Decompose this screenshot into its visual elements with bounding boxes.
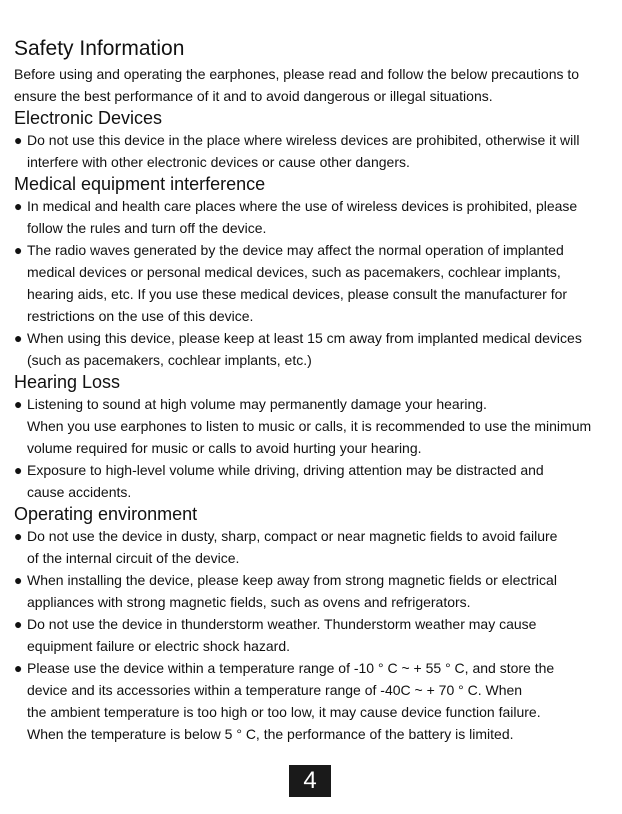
list-item-line: follow the rules and turn off the device. xyxy=(27,220,267,236)
section-heading: Medical equipment interference xyxy=(14,174,266,194)
list-item-line: Please use the device within a temperature range of -10 ° C ~ + 55 ° C, and store the xyxy=(27,660,555,676)
list-item xyxy=(14,195,618,239)
bullet-icon: ● xyxy=(14,616,23,632)
list-item xyxy=(14,569,618,613)
list-item-line: Exposure to high-level volume while driving, driving attention may be distracted and xyxy=(27,462,544,478)
bullet-icon: ● xyxy=(14,660,23,676)
bullet-list xyxy=(14,525,618,745)
intro-paragraph xyxy=(14,63,618,107)
list-item-line: Do not use the device in thunderstorm weather. Thunderstorm weather may cause xyxy=(27,616,537,632)
list-item xyxy=(14,327,618,371)
list-item-line: the ambient temperature is too high or too low, it may cause device function failure. xyxy=(27,704,541,720)
list-item-line: When the temperature is below 5 ° C, the performance of the battery is limited. xyxy=(27,726,514,742)
list-item xyxy=(14,459,618,503)
list-item-line: restrictions on the use of this device. xyxy=(27,308,254,324)
intro-line: ensure the best performance of it and to avoid dangerous or illegal situations. xyxy=(14,88,493,104)
list-item-line: Listening to sound at high volume may permanently damage your hearing. xyxy=(27,396,487,412)
sections-container xyxy=(14,107,618,745)
bullet-icon: ● xyxy=(14,528,23,544)
list-item-line: interfere with other electronic devices or cause other dangers. xyxy=(27,154,410,170)
page-number: 4 xyxy=(289,765,331,797)
list-item-line: When using this device, please keep at least 15 cm away from implanted medical devices xyxy=(27,330,582,346)
list-item-line: In medical and health care places where the use of wireless devices is prohibited, please xyxy=(27,198,578,214)
list-item-line: Do not use this device in the place where wireless devices are prohibited, otherwise it will xyxy=(27,132,580,148)
section-heading: Operating environment xyxy=(14,504,198,524)
document-page xyxy=(14,36,618,745)
list-item-line: hearing aids, etc. If you use these medical devices, please consult the manufacturer for xyxy=(27,286,568,302)
list-item xyxy=(14,393,618,459)
list-item xyxy=(14,613,618,657)
list-item-line: of the internal circuit of the device. xyxy=(27,550,240,566)
list-item-line: Do not use the device in dusty, sharp, compact or near magnetic fields to avoid failure xyxy=(27,528,558,544)
bullet-icon: ● xyxy=(14,572,23,588)
list-item-line: equipment failure or electric shock hazard. xyxy=(27,638,291,654)
list-item-line: cause accidents. xyxy=(27,484,132,500)
bullet-list xyxy=(14,195,618,371)
section-heading: Hearing Loss xyxy=(14,372,121,392)
list-item xyxy=(14,129,618,173)
intro-line: Before using and operating the earphones, please read and follow the below precautions to xyxy=(14,66,580,82)
page-title: Safety Information xyxy=(14,37,185,60)
bullet-icon: ● xyxy=(14,198,23,214)
list-item-line: device and its accessories within a temperature range of -40C ~ + 70 ° C. When xyxy=(27,682,523,698)
list-item xyxy=(14,239,618,327)
bullet-icon: ● xyxy=(14,132,23,148)
list-item xyxy=(14,525,618,569)
bullet-icon: ● xyxy=(14,396,23,412)
list-item-line: medical devices or personal medical devices, such as pacemakers, cochlear implants, xyxy=(27,264,561,280)
list-item-line: appliances with strong magnetic fields, such as ovens and refrigerators. xyxy=(27,594,471,610)
list-item-line: When you use earphones to listen to music or calls, it is recommended to use the minimum xyxy=(27,418,592,434)
bullet-icon: ● xyxy=(14,242,23,258)
bullet-list xyxy=(14,129,618,173)
list-item-line: The radio waves generated by the device may affect the normal operation of implanted xyxy=(27,242,564,258)
list-item xyxy=(14,657,618,745)
list-item-line: volume required for music or calls to avoid hurting your hearing. xyxy=(27,440,422,456)
section-heading: Electronic Devices xyxy=(14,108,163,128)
list-item-line: When installing the device, please keep away from strong magnetic fields or electrical xyxy=(27,572,557,588)
bullet-icon: ● xyxy=(14,462,23,478)
list-item-line: (such as pacemakers, cochlear implants, etc.) xyxy=(27,352,312,368)
bullet-list xyxy=(14,393,618,503)
bullet-icon: ● xyxy=(14,330,23,346)
